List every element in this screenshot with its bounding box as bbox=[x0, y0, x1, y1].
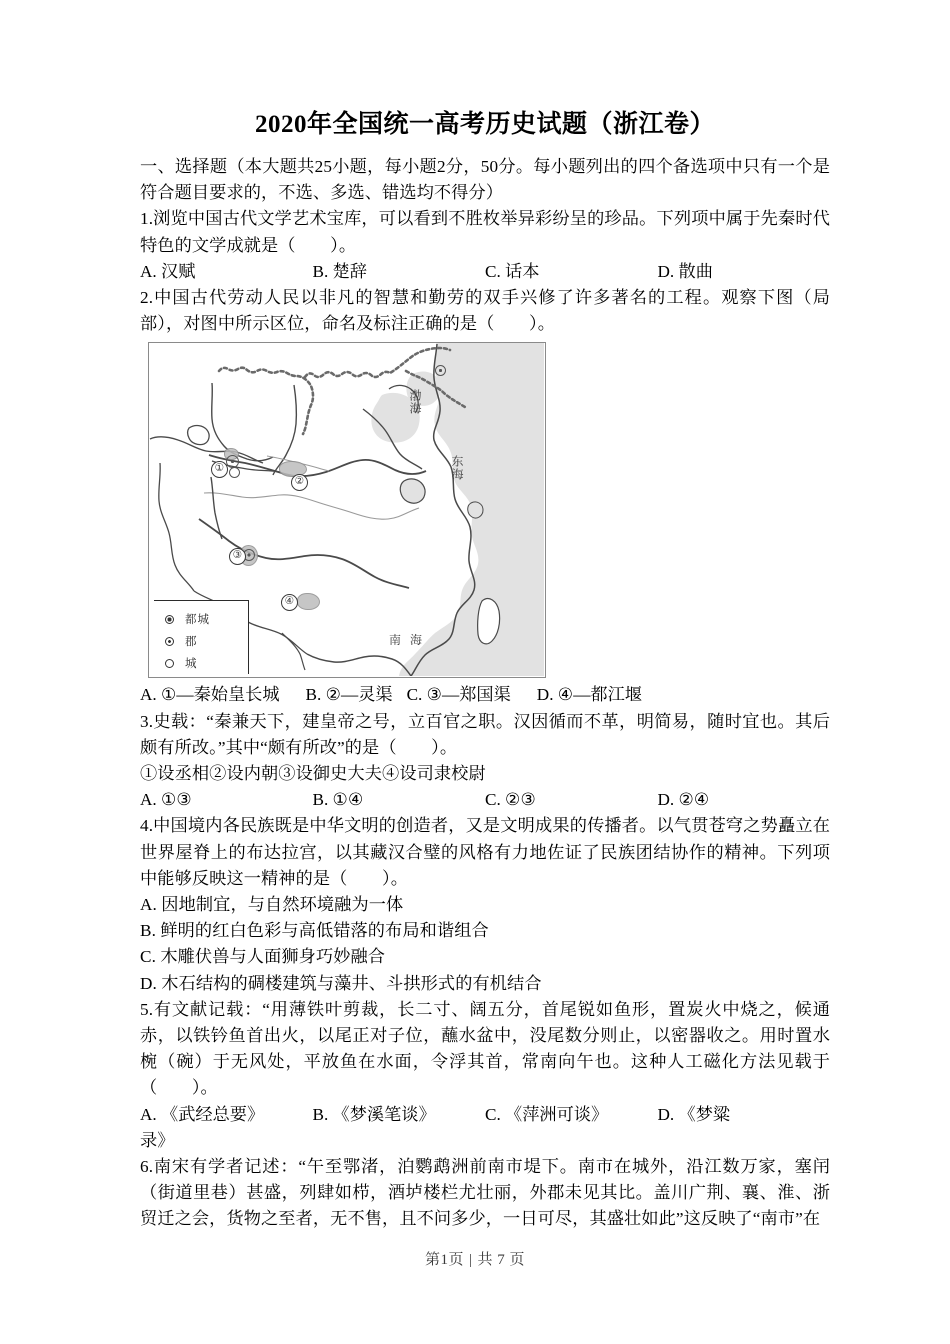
legend-label-capital: 都城 bbox=[185, 614, 210, 627]
question-1-option-d[interactable]: D. 散曲 bbox=[657, 261, 713, 281]
question-3-option-d[interactable]: D. ②④ bbox=[657, 790, 710, 810]
legend-label-commandery: 郡 bbox=[185, 636, 198, 649]
map-frame bbox=[148, 342, 546, 678]
legend-row-capital bbox=[163, 608, 248, 630]
question-2-stem: 2.中国古代劳动人民以非凡的智慧和勤劳的双手兴修了许多著名的工程。观察下图（局部），对图中所示区位，命名及标注正确的是（ ）。 bbox=[140, 288, 830, 334]
question-5-options bbox=[140, 1102, 830, 1128]
question-5-option-a[interactable]: A. 《武经总要》 bbox=[140, 1104, 265, 1124]
question-1-option-a[interactable]: A. 汉赋 bbox=[140, 261, 196, 281]
legend-row-city bbox=[163, 652, 248, 674]
question-3-option-a[interactable]: A. ①③ bbox=[140, 790, 192, 810]
question-2-figure bbox=[148, 342, 546, 678]
question-3-option-c[interactable]: C. ②③ bbox=[485, 790, 536, 810]
question-3-options bbox=[140, 787, 830, 813]
city-icon bbox=[163, 659, 176, 668]
question-3-stem: 3.史载：“秦兼天下，建皇帝之号，立百官之职。汉因循而不革，明简易，随时宜也。其后颇有所改。”其中“颇有所改”的是（ ）。 bbox=[140, 711, 830, 757]
question-5-stem: 5.有文献记载：“用薄铁叶剪裁，长二寸、阔五分，首尾锐如鱼形，置炭火中烧之，候通赤，以铁钤鱼首出火，以尾正对子位，蘸水盆中，没尾数分则止，以密器收之。用时置水椀（碗）于无风处，平放鱼在水面，令浮其首，常南向午也。这种人工磁化方法见载于（ ）。 bbox=[140, 999, 830, 1098]
section-heading: 一、选择题（本大题共25小题，每小题2分，50分。每小题列出的四个备选项中只有一个是符合题目要求的，不选、多选、错选均不得分） bbox=[140, 157, 830, 203]
question-2-option-d[interactable]: D. ④—都江堰 bbox=[536, 685, 642, 705]
map-marker-3[interactable]: ③ bbox=[229, 548, 246, 565]
sea-label-nanhai: 南海 bbox=[389, 633, 432, 648]
question-4-option-a[interactable]: A. 因地制宜，与自然环境融为一体 bbox=[140, 895, 404, 915]
question-4-option-c[interactable]: C. 木雕伏兽与人面狮身巧妙融合 bbox=[140, 947, 386, 967]
question-5-option-d-wrap: 录》 bbox=[140, 1130, 175, 1150]
page-title: 2020年全国统一高考历史试题（浙江卷） bbox=[254, 111, 715, 138]
page-content bbox=[140, 104, 830, 1233]
question-2-option-a[interactable]: A. ①—秦始皇长城 bbox=[140, 685, 280, 705]
question-4-option-b[interactable]: B. 鲜明的红白色彩与高低错落的布局和谐组合 bbox=[140, 921, 489, 941]
question-4-option-d[interactable]: D. 木石结构的碉楼建筑与藻井、斗拱形式的有机结合 bbox=[140, 973, 542, 993]
map-marker-4[interactable]: ④ bbox=[281, 594, 298, 611]
map-marker-2[interactable]: ② bbox=[291, 474, 308, 491]
question-1-options bbox=[140, 259, 830, 285]
question-4-stem: 4.中国境内各民族既是中华文明的创造者，又是文明成果的传播者。以气贯苍穹之势矗立在世界屋脊上的布达拉宫，以其藏汉合璧的风格有力地佐证了民族团结协作的精神。下列项中能够反映这一精神的是（ ）。 bbox=[140, 816, 830, 888]
question-2-option-b[interactable]: B. ②—灵渠 bbox=[305, 685, 393, 705]
map-legend bbox=[154, 600, 249, 674]
commandery-icon bbox=[163, 637, 176, 646]
map-marker-1[interactable]: ① bbox=[211, 461, 228, 478]
question-3-sublist: ①设丞相②设内朝③设御史大夫④设司隶校尉 bbox=[140, 764, 486, 784]
footer-total-pages: 共 7 页 bbox=[477, 1252, 526, 1268]
question-2-options bbox=[140, 682, 830, 708]
question-3-option-b[interactable]: B. ①④ bbox=[312, 790, 364, 810]
question-1-option-b[interactable]: B. 楚辞 bbox=[312, 261, 367, 281]
legend-row-commandery bbox=[163, 630, 248, 652]
capital-icon bbox=[163, 615, 176, 624]
sea-label-donghai: 东海 bbox=[450, 455, 464, 482]
sea-label-bohai: 渤海 bbox=[408, 389, 422, 416]
question-5-option-c[interactable]: C. 《萍洲可谈》 bbox=[485, 1104, 609, 1124]
question-5-option-b[interactable]: B. 《梦溪笔谈》 bbox=[312, 1104, 436, 1124]
question-1-option-c[interactable]: C. 话本 bbox=[485, 261, 540, 281]
footer-separator: | bbox=[468, 1252, 473, 1268]
question-1-stem: 1.浏览中国古代文学艺术宝库，可以看到不胜枚举异彩纷呈的珍品。下列项中属于先秦时代特色的文学成就是（ ）。 bbox=[140, 209, 830, 255]
page-footer bbox=[0, 1248, 950, 1269]
question-2-option-c[interactable]: C. ③—郑国渠 bbox=[406, 685, 511, 705]
legend-label-city: 城 bbox=[185, 658, 198, 671]
question-5-option-d[interactable]: D. 《梦粱 bbox=[657, 1104, 731, 1124]
footer-page-number: 第1页 bbox=[424, 1252, 464, 1268]
question-6-stem: 6.南宋有学者记述：“午至鄂渚，泊鹦鹉洲前南市堤下。南市在城外，沿江数万家，塞闬（街道里巷）甚盛，列肆如栉，酒垆楼栏尤壮丽，外郡未见其比。盖川广荆、襄、淮、浙贸迁之会，货物之至者，无不售，且不问多少，一日可尽，其盛壮如此”这反映了“南市”在 bbox=[140, 1157, 830, 1229]
